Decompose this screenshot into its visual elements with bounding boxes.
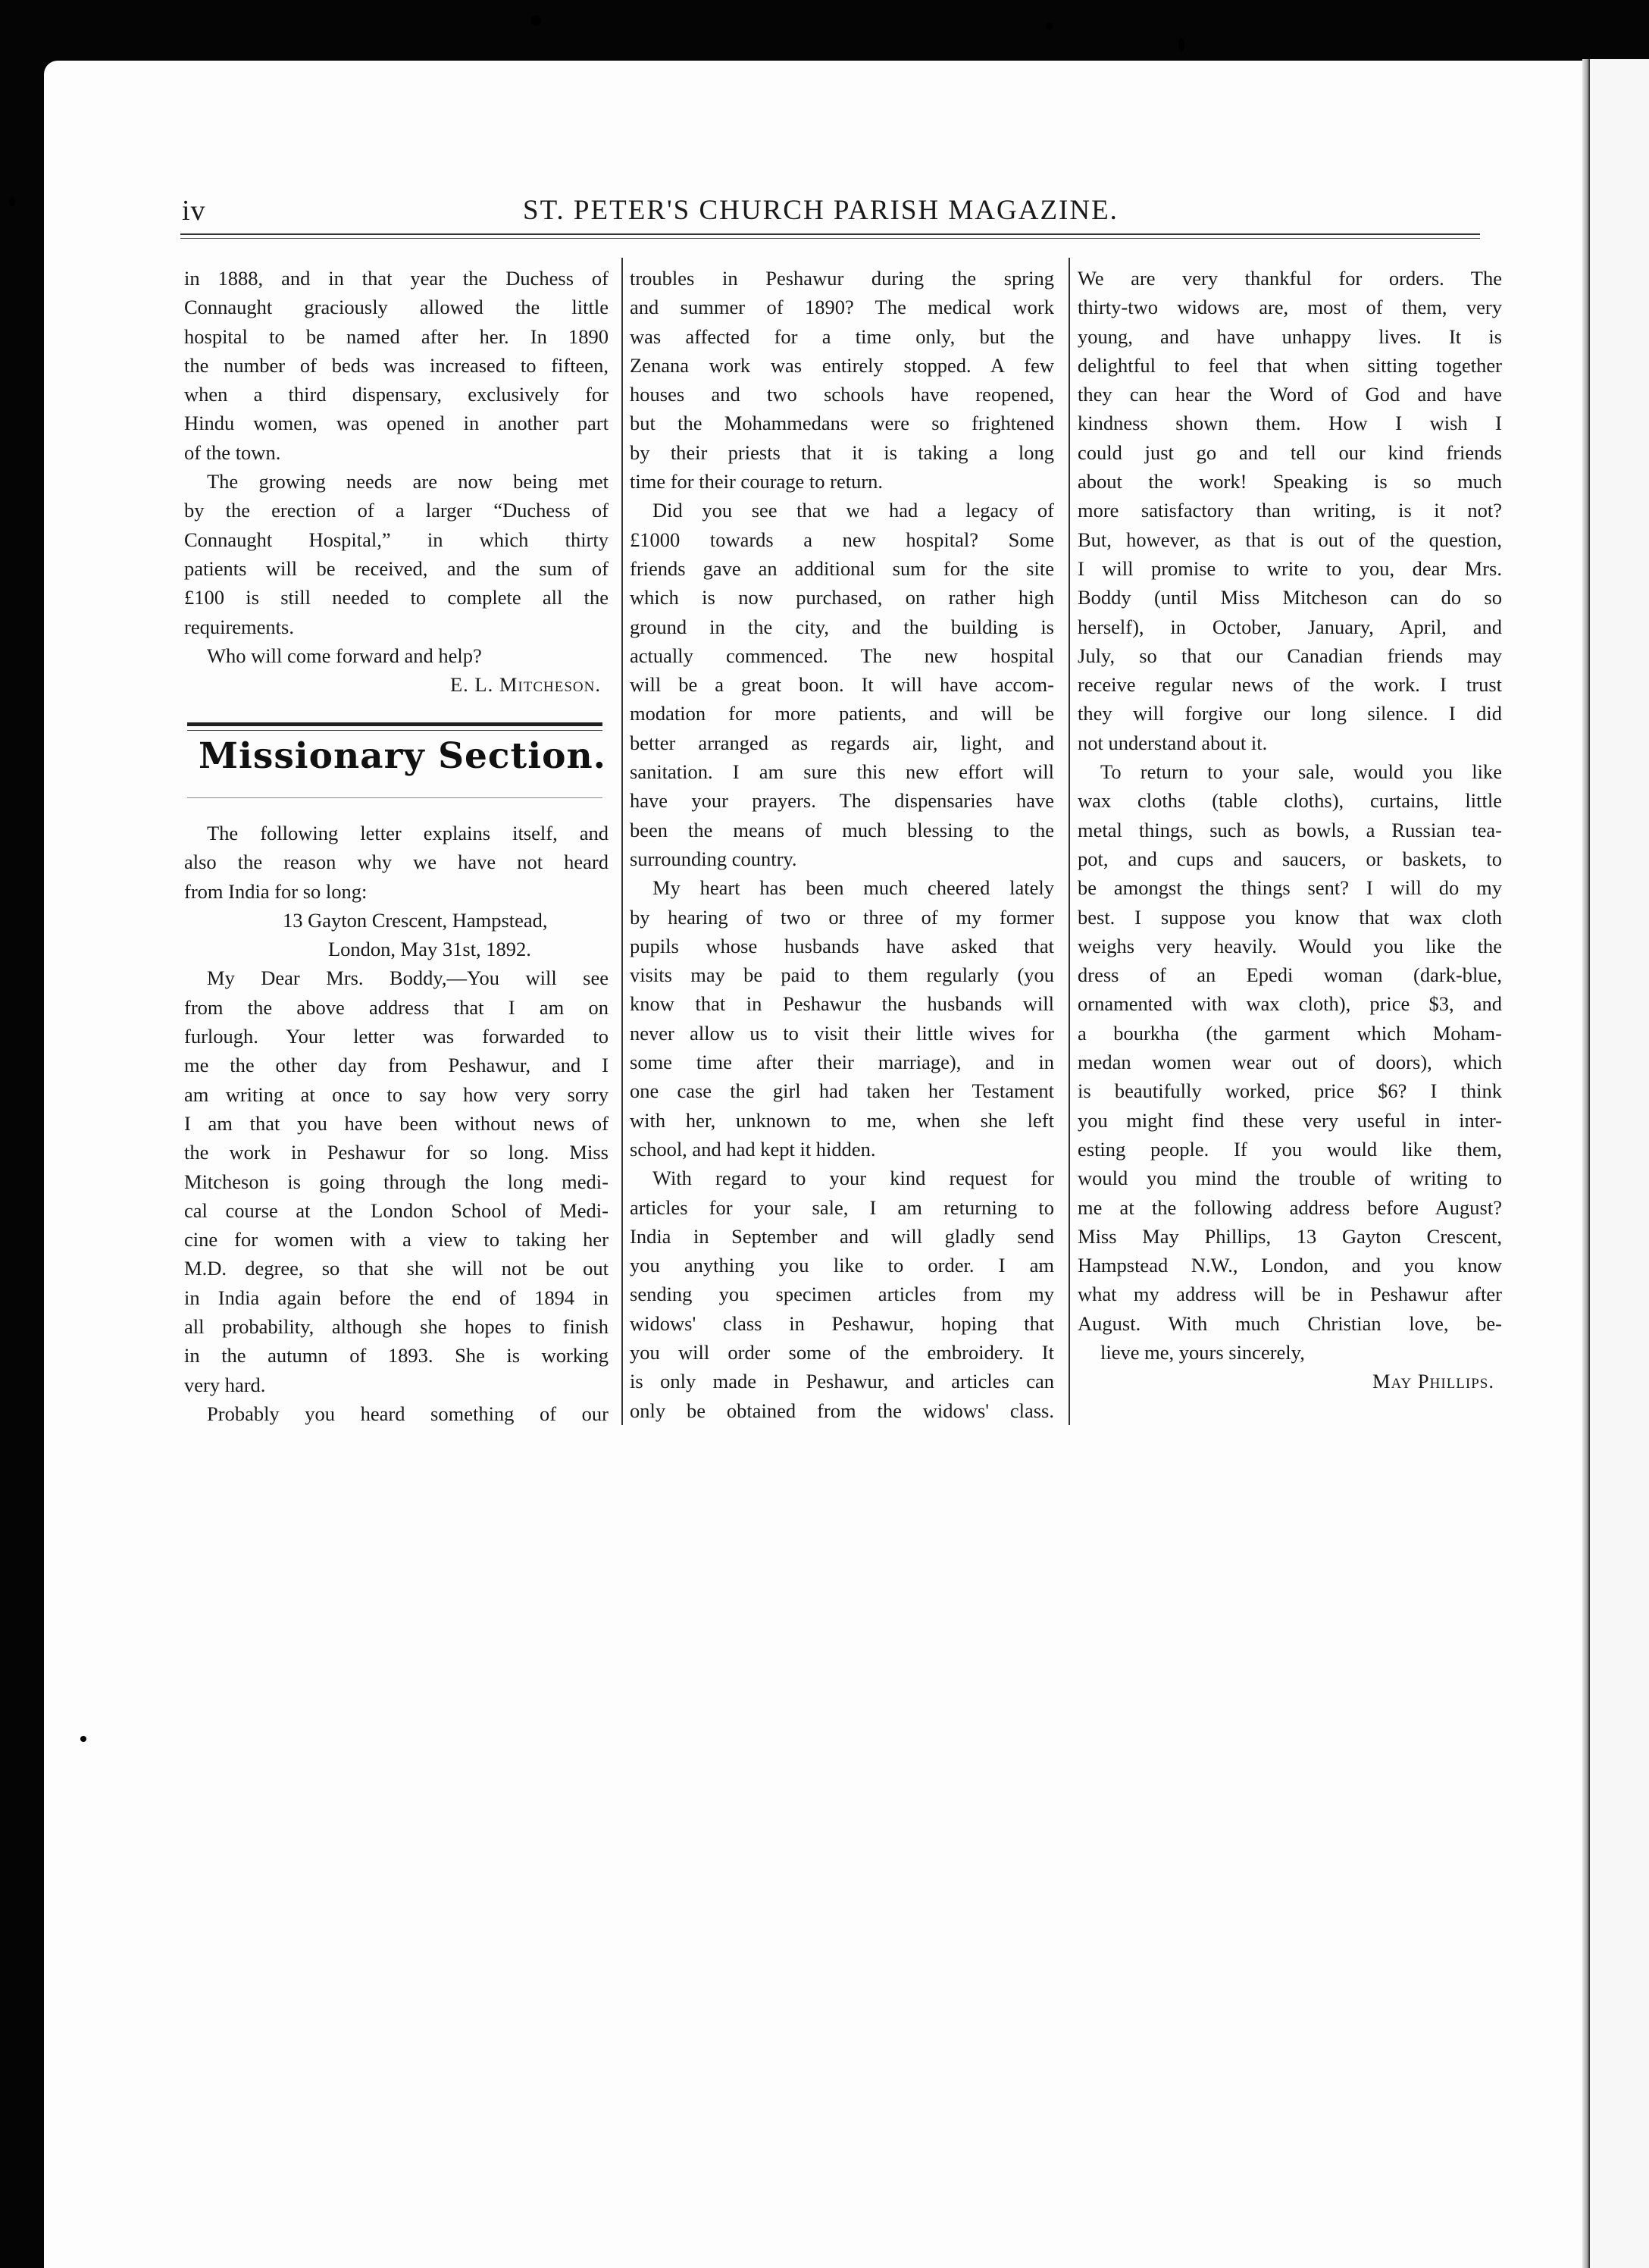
text-line: will be a great boon. It will have accom- [630, 673, 1054, 697]
text-line: My Dear Mrs. Boddy,—You will see [207, 966, 609, 990]
text-line: lieve me, yours sincerely, [1100, 1340, 1305, 1364]
text-line: Who will come forward and help? [207, 644, 482, 667]
header-rule [180, 233, 1480, 235]
text-line: the work in Peshawur for so long. Miss [184, 1141, 609, 1164]
text-line: from India for so long: [184, 879, 368, 903]
text-line: they can hear the Word of God and have [1078, 383, 1502, 406]
text-line: Miss May Phillips, 13 Gayton Crescent, [1078, 1224, 1502, 1248]
text-line: know that in Peshawur the husbands will [630, 992, 1054, 1016]
text-line: with her, unknown to me, when she left [630, 1108, 1054, 1132]
signature: May Phillips. [1372, 1370, 1494, 1393]
address-line: London, May 31st, 1892. [328, 938, 531, 961]
text-line: receive regular news of the work. I trust [1078, 673, 1502, 697]
text-line: the number of beds was increased to fifteen, [184, 353, 609, 377]
text-line: me at the following address before August? [1078, 1195, 1502, 1219]
text-line: cal course at the London School of Medi- [184, 1198, 609, 1222]
scan-speck [1178, 38, 1184, 52]
text-line: best. I suppose you know that wax cloth [1078, 905, 1502, 929]
text-line: pupils whose husbands have asked that [630, 934, 1054, 957]
text-line: I will promise to write to you, dear Mrs. [1078, 556, 1502, 580]
text-line: But, however, as that is out of the question, [1078, 528, 1502, 551]
text-line: weighs very heavily. Would you like the [1078, 934, 1502, 957]
text-line: me the other day from Peshawur, and I [184, 1054, 609, 1077]
text-line: actually commenced. The new hospital [630, 644, 1054, 667]
section-rule [187, 722, 602, 726]
text-line: Hampstead N.W., London, and you know [1078, 1254, 1502, 1277]
adjacent-page-edge [1590, 59, 1649, 2268]
scan-speck [80, 1736, 86, 1742]
text-line: surrounding country. [630, 847, 797, 870]
text-line: a bourkha (the garment which Moham- [1078, 1021, 1502, 1045]
text-line: by hearing of two or three of my former [630, 905, 1054, 929]
text-line: pot, and cups and saucers, or baskets, to [1078, 847, 1502, 870]
scan-speck [530, 15, 541, 26]
signature: E. L. Mitcheson. [449, 673, 601, 697]
text-line: all probability, although she hopes to finish [184, 1315, 609, 1339]
text-line: thirty-two widows are, most of them, very [1078, 296, 1502, 319]
text-line: furlough. Your letter was forwarded to [184, 1025, 609, 1048]
section-rule [187, 730, 602, 731]
text-line: visits may be paid to them regularly (you [630, 963, 1054, 987]
text-line: from the above address that I am on [184, 995, 609, 1019]
text-line: The following letter explains itself, and [207, 822, 609, 844]
text-line: was affected for a time only, but the [630, 324, 1054, 348]
column-1-bottom [184, 819, 609, 1428]
text-line: more satisfactory than writing, is it not? [1078, 499, 1502, 522]
text-line: is beautifully worked, price $6? I think [1078, 1079, 1502, 1103]
text-line: August. With much Christian love, be- [1078, 1311, 1502, 1335]
text-line: The growing needs are now being met [207, 470, 609, 493]
text-line: I am that you have been without news of [184, 1111, 609, 1135]
text-line: herself), in October, January, April, and [1078, 615, 1502, 638]
text-line: in 1888, and in that year the Duchess of [184, 267, 609, 290]
column-2 [630, 264, 1054, 1425]
text-line: young, and have unhappy lives. It is [1078, 324, 1502, 348]
text-line: by their priests that it is taking a long [630, 440, 1054, 464]
text-line: about the work! Speaking is so much [1078, 470, 1502, 493]
section-rule [187, 797, 602, 798]
text-line: have your prayers. The dispensaries have [630, 789, 1054, 813]
text-line: kindness shown them. How I wish I [1078, 412, 1502, 435]
text-line: only be obtained from the widows' class. [630, 1399, 1054, 1422]
text-line: Probably you heard something of our [207, 1402, 609, 1425]
text-line: Zenana work was entirely stopped. A few [630, 353, 1054, 377]
column-3 [1078, 264, 1502, 1396]
text-line: am writing at once to say how very sorry [184, 1082, 609, 1106]
text-line: what my address will be in Peshawur after [1078, 1283, 1502, 1306]
text-line: Connaught graciously allowed the little [184, 296, 609, 319]
text-line: some time after their marriage), and in [630, 1051, 1054, 1074]
text-line: sanitation. I am sure this new effort will [630, 760, 1054, 784]
section-heading: Missionary Section. [199, 735, 606, 777]
text-line: ground in the city, and the building is [630, 615, 1054, 638]
text-line: Boddy (until Miss Mitcheson can do so [1078, 586, 1502, 609]
text-line: would you mind the trouble of writing to [1078, 1167, 1502, 1190]
scan-speck [9, 197, 15, 206]
page-header [182, 194, 1500, 232]
text-line: not understand about it. [1078, 731, 1268, 754]
column-divider [621, 258, 623, 1425]
text-line: when a third dispensary, exclusively for [184, 383, 609, 406]
text-line: in the autumn of 1893. She is working [184, 1344, 609, 1367]
text-line: Connaught Hospital,” in which thirty [184, 528, 609, 551]
text-line: ornamented with wax cloth), price $3, and [1078, 992, 1502, 1016]
text-line: which is now purchased, on rather high [630, 586, 1054, 609]
text-line: sending you specimen articles from my [630, 1283, 1054, 1306]
text-line: is only made in Peshawur, and articles can [630, 1370, 1054, 1393]
text-line: you will order some of the embroidery. It [630, 1340, 1054, 1364]
column-divider [1069, 258, 1070, 1425]
text-line: of the town. [184, 440, 281, 464]
text-line: esting people. If you would like them, [1078, 1137, 1502, 1161]
text-line: by the erection of a larger “Duchess of [184, 499, 609, 522]
text-line: you might find these very useful in inter- [1078, 1108, 1502, 1132]
text-line: could just go and tell our kind friends [1078, 440, 1502, 464]
text-line: Hindu women, was opened in another part [184, 412, 609, 435]
text-line: M.D. degree, so that she will not be out [184, 1257, 609, 1280]
text-line: modation for more patients, and will be [630, 702, 1054, 725]
text-line: metal things, such as bowls, a Russian tea- [1078, 818, 1502, 841]
text-line: patients will be received, and the sum of [184, 556, 609, 580]
address-line: 13 Gayton Crescent, Hampstead, [283, 908, 548, 932]
page-number: iv [182, 195, 206, 227]
text-line: My heart has been much cheered lately [652, 876, 1054, 900]
text-line: requirements. [184, 615, 294, 638]
text-line: time for their courage to return. [630, 470, 884, 493]
text-line: hospital to be named after her. In 1890 [184, 324, 609, 348]
text-line: never allow us to visit their little wives for [630, 1021, 1054, 1045]
text-line: medan women wear out of doors), which [1078, 1051, 1502, 1074]
text-line: but the Mohammedans were so frightened [630, 412, 1054, 435]
scan-speck [1046, 23, 1053, 30]
text-line: better arranged as regards air, light, and [630, 731, 1054, 754]
text-line: troubles in Peshawur during the spring [630, 267, 1054, 290]
text-line: cine for women with a view to taking her [184, 1228, 609, 1251]
text-line: delightful to feel that when sitting together [1078, 353, 1502, 377]
text-line: and summer of 1890? The medical work [630, 296, 1054, 319]
text-line: July, so that our Canadian friends may [1078, 644, 1502, 667]
text-line: be amongst the things sent? I will do my [1078, 876, 1502, 900]
text-line: school, and had kept it hidden. [630, 1137, 876, 1161]
text-line: widows' class in Peshawur, hoping that [630, 1311, 1054, 1335]
text-line: To return to your sale, would you like [1100, 760, 1502, 784]
text-line: they will forgive our long silence. I did [1078, 702, 1502, 725]
text-line: With regard to your kind request for [652, 1167, 1054, 1190]
text-line: articles for your sale, I am returning to [630, 1195, 1054, 1219]
text-line: friends gave an additional sum for the site [630, 556, 1054, 580]
text-line: Did you see that we had a legacy of [652, 499, 1054, 522]
text-line: very hard. [184, 1373, 266, 1396]
text-line: in India again before the end of 1894 in [184, 1286, 609, 1309]
text-line: We are very thankful for orders. The [1078, 267, 1502, 290]
text-line: also the reason why we have not heard [184, 850, 609, 874]
text-line: wax cloths (table cloths), curtains, little [1078, 789, 1502, 813]
text-line: dress of an Epedi woman (dark-blue, [1078, 963, 1502, 987]
magazine-title: ST. PETER'S CHURCH PARISH MAGAZINE. [523, 195, 1119, 226]
text-line: houses and two schools have reopened, [630, 383, 1054, 406]
text-line: India in September and will gladly send [630, 1224, 1054, 1248]
text-line: Mitcheson is going through the long medi- [184, 1170, 609, 1193]
text-line: £100 is still needed to complete all the [184, 586, 609, 609]
text-line: one case the girl had taken her Testament [630, 1079, 1054, 1103]
header-rule [180, 238, 1480, 239]
text-line: £1000 towards a new hospital? Some [630, 528, 1054, 551]
column-1-top [184, 264, 609, 699]
text-line: you anything you like to order. I am [630, 1254, 1054, 1277]
text-line: been the means of much blessing to the [630, 818, 1054, 841]
